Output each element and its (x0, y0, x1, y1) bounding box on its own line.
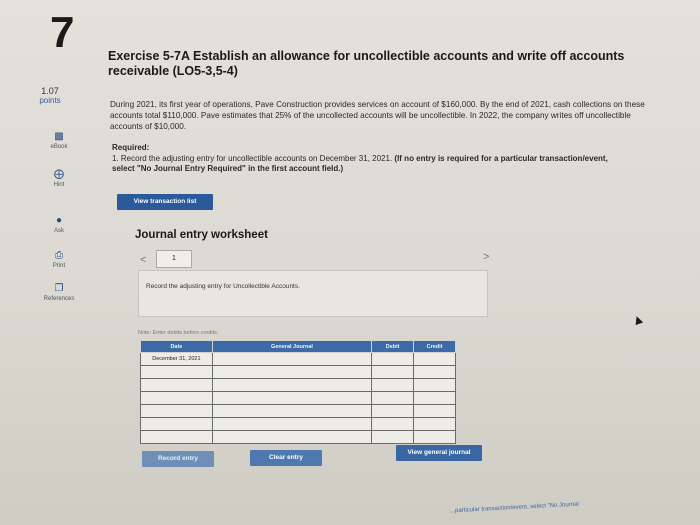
points-display (30, 86, 70, 106)
account-input[interactable] (212, 431, 371, 444)
date-cell-empty (141, 392, 213, 405)
table-row (141, 379, 456, 392)
exercise-description: During 2021, its first year of operations, Pave Construction provides services on account of $160,000. By the end of 2021, cash collections on these accounts total $110,000. Pave estimates that 25% of the uncollected accounts will be uncollectible. In 2022, the company writes off uncollectible accounts of $10,000. (110, 100, 645, 131)
instruction-text: Record the adjusting entry for Uncollectible Accounts. (146, 283, 300, 290)
debit-input[interactable] (372, 366, 414, 379)
journal-header-row (141, 341, 456, 353)
question-number: 7 (50, 8, 75, 57)
date-cell-empty (141, 379, 213, 392)
hint-icon: ⨁ (54, 169, 64, 180)
date-cell-empty (141, 405, 213, 418)
required-instruction: (If no entry is required for a particular transaction/event, select "No Journal Entry Required" in the first account field.) (112, 153, 608, 173)
clear-entry-button[interactable]: Clear entry (250, 450, 322, 466)
table-row (141, 418, 456, 431)
account-input[interactable] (212, 392, 371, 405)
credit-header: Credit (414, 341, 456, 353)
table-row (141, 353, 456, 366)
debit-header: Debit (372, 341, 414, 353)
credit-input[interactable] (414, 353, 456, 366)
ebook-label: eBook (50, 144, 68, 150)
references-icon: ❐ (54, 283, 64, 294)
required-heading: Required: (112, 143, 150, 152)
account-input[interactable] (212, 379, 371, 392)
references-label: References (43, 296, 75, 302)
print-tool[interactable] (34, 251, 84, 269)
table-row (141, 366, 456, 379)
table-row (141, 405, 456, 418)
debit-input[interactable] (372, 392, 414, 405)
debit-input[interactable] (372, 379, 414, 392)
account-input[interactable] (212, 405, 371, 418)
general-journal-header: General Journal (212, 341, 371, 353)
hint-label: Hint (53, 182, 65, 188)
credit-input[interactable] (414, 379, 456, 392)
next-arrow-icon[interactable]: > (483, 251, 490, 263)
references-tool[interactable] (34, 284, 84, 302)
debit-input[interactable] (372, 353, 414, 366)
ask-tool[interactable] (34, 216, 84, 234)
print-label: Print (52, 263, 66, 269)
ask-label: Ask (53, 228, 64, 234)
worksheet-tab-1[interactable]: 1 (156, 250, 192, 268)
debit-input[interactable] (372, 431, 414, 444)
date-cell-empty (141, 366, 213, 379)
debit-credit-note: Note: Enter debits before credits. (138, 330, 219, 336)
required-section (112, 143, 632, 175)
credit-input[interactable] (414, 405, 456, 418)
debit-input[interactable] (372, 405, 414, 418)
mouse-cursor-icon (633, 315, 643, 325)
required-text: 1. Record the adjusting entry for uncollectible accounts on December 31, 2021. (112, 153, 393, 163)
points-value: 1.07 (41, 86, 59, 96)
prev-arrow-icon[interactable]: < (140, 254, 147, 266)
exercise-title: Exercise 5-7A Establish an allowance for uncollectible accounts and write off accounts receivable (LO5-3,5-4) (108, 49, 625, 78)
instruction-box (138, 270, 488, 317)
table-row (141, 431, 456, 444)
footer-fragment: ...particular transaction/event, select "No Journal (449, 501, 579, 515)
account-input[interactable] (212, 353, 371, 366)
print-icon: ⎙ (55, 250, 63, 261)
credit-input[interactable] (414, 431, 456, 444)
points-label: points (39, 96, 61, 105)
view-general-journal-button[interactable]: View general journal (396, 445, 482, 461)
record-entry-button[interactable]: Record entry (142, 451, 214, 467)
date-cell-empty (141, 431, 213, 444)
date-cell-empty (141, 418, 213, 431)
credit-input[interactable] (414, 366, 456, 379)
ebook-tool[interactable] (34, 132, 84, 150)
date-header: Date (141, 341, 213, 353)
credit-input[interactable] (414, 418, 456, 431)
book-icon: ▩ (54, 131, 64, 142)
date-cell: December 31, 2021 (141, 353, 213, 366)
worksheet-title: Journal entry worksheet (135, 229, 268, 241)
ask-icon: ● (55, 215, 63, 226)
view-transaction-list-button[interactable]: View transaction list (117, 194, 213, 210)
hint-tool[interactable] (34, 170, 84, 188)
account-input[interactable] (212, 366, 371, 379)
journal-table (140, 340, 456, 444)
table-row (141, 392, 456, 405)
credit-input[interactable] (414, 392, 456, 405)
account-input[interactable] (212, 418, 371, 431)
debit-input[interactable] (372, 418, 414, 431)
